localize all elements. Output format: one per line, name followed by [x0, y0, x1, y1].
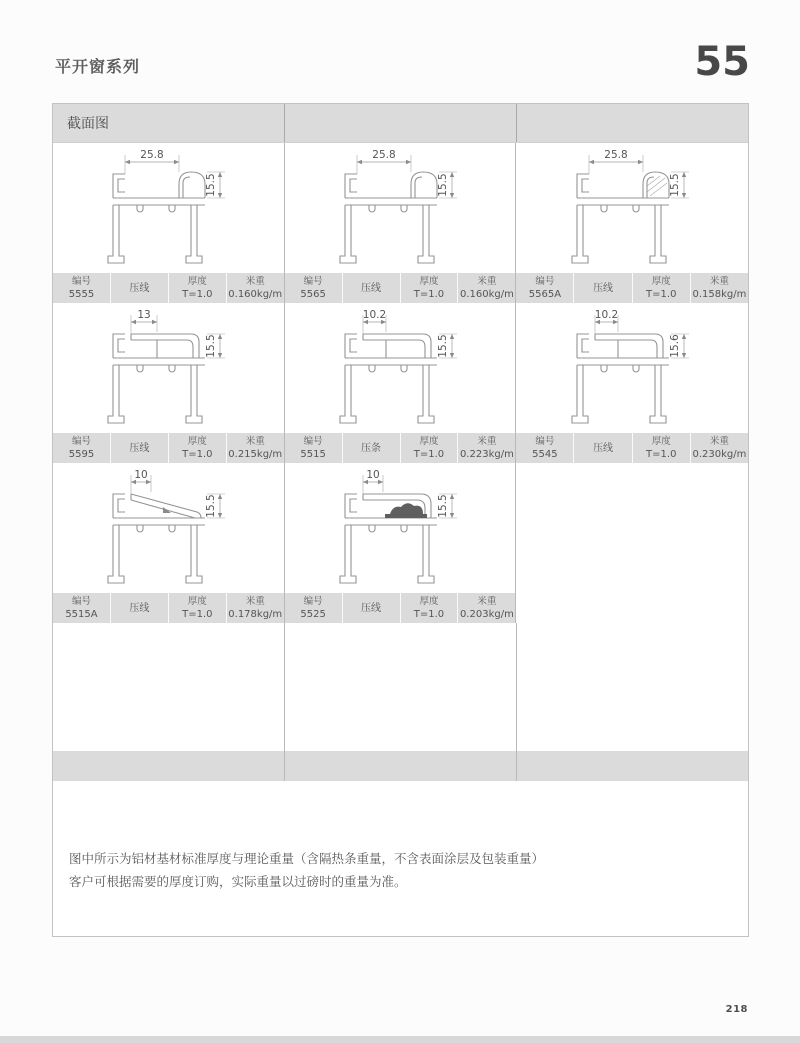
profile-cell — [285, 303, 517, 463]
profile-drawing — [53, 143, 284, 273]
profile-thickness-field — [169, 433, 227, 463]
code-value: 5525 — [300, 609, 326, 620]
thickness-value: T=1.0 — [182, 289, 213, 300]
svg-text:25.8: 25.8 — [140, 149, 165, 161]
thickness-value: T=1.0 — [182, 449, 213, 460]
thickness-value: T=1.0 — [413, 449, 445, 460]
weight-value: 0.160kg/m — [459, 289, 514, 300]
footnote-line-2: 客户可根据需要的厚度订购，实际重量以过磅时的重量为准。 — [69, 874, 407, 889]
type-value: 压线 — [129, 442, 150, 454]
profile-code-field — [516, 433, 574, 463]
code-value: 5545 — [532, 449, 558, 460]
profile-code-field — [53, 273, 111, 303]
profile-cell — [516, 143, 748, 303]
table-header-cell — [53, 104, 285, 142]
profile-drawing — [285, 463, 516, 593]
profile-weight-field — [691, 273, 748, 303]
profile-cell — [53, 463, 285, 623]
svg-text:25.8: 25.8 — [372, 149, 396, 161]
profile-weight-field — [458, 273, 515, 303]
profile-info-bar — [53, 433, 284, 463]
type-value: 压线 — [361, 282, 382, 294]
page-number: 218 — [725, 1004, 748, 1015]
weight-label: 米重 — [245, 596, 265, 607]
svg-text:10.2: 10.2 — [594, 309, 619, 321]
thickness-label: 厚度 — [187, 276, 207, 287]
code-value: 5555 — [68, 289, 95, 300]
thickness-label: 厚度 — [419, 596, 439, 607]
profile-cross-section — [311, 304, 489, 432]
profile-code-field — [285, 273, 343, 303]
profile-weight-field — [458, 593, 515, 623]
profile-code-field — [285, 433, 343, 463]
weight-label: 米重 — [709, 436, 729, 447]
thickness-label: 厚度 — [651, 276, 671, 287]
profile-thickness-field — [169, 273, 227, 303]
profile-drawing — [516, 143, 748, 273]
weight-value: 0.178kg/m — [228, 609, 283, 620]
thickness-value: T=1.0 — [413, 609, 445, 620]
svg-text:10: 10 — [366, 469, 380, 481]
code-label: 编号 — [535, 276, 555, 287]
code-value: 5565 — [300, 289, 326, 300]
profile-cell — [516, 303, 748, 463]
svg-text:15.5: 15.5 — [205, 334, 218, 358]
profile-code-field — [53, 593, 111, 623]
profile-drawing — [53, 303, 284, 433]
code-value: 5595 — [68, 449, 95, 460]
profile-table — [52, 103, 749, 937]
profile-grid — [53, 143, 748, 623]
code-value: 5515A — [65, 609, 98, 620]
svg-text:15.5: 15.5 — [669, 173, 682, 197]
code-label: 编号 — [71, 596, 91, 607]
type-value: 压线 — [129, 602, 150, 614]
profile-cross-section — [79, 144, 257, 272]
svg-text:15.5: 15.5 — [205, 494, 218, 518]
thickness-label: 厚度 — [651, 436, 671, 447]
profile-weight-field — [458, 433, 515, 463]
profile-thickness-field — [401, 433, 459, 463]
table-header-row — [53, 104, 748, 143]
empty-cell — [516, 463, 748, 623]
svg-text:15.5: 15.5 — [205, 173, 218, 197]
profile-weight-field — [691, 433, 748, 463]
empty-info-bar — [285, 751, 516, 781]
profile-type-field — [343, 593, 401, 623]
empty-row — [53, 623, 748, 781]
profile-type-field — [111, 433, 169, 463]
profile-drawing — [516, 303, 748, 433]
profile-type-field — [111, 593, 169, 623]
thickness-value: T=1.0 — [182, 609, 213, 620]
profile-weight-field — [227, 433, 284, 463]
code-label: 编号 — [535, 436, 555, 447]
table-header-cell — [517, 104, 748, 142]
table-header-cell — [285, 104, 517, 142]
svg-text:15.5: 15.5 — [436, 494, 449, 518]
empty-info-bar — [53, 751, 284, 781]
weight-value: 0.215kg/m — [228, 449, 283, 460]
svg-text:15.5: 15.5 — [436, 173, 449, 197]
page-title: 平开窗系列 — [55, 57, 141, 76]
profile-cross-section — [79, 304, 257, 432]
profile-type-field — [574, 273, 632, 303]
profile-type-field — [343, 273, 401, 303]
profile-thickness-field — [169, 593, 227, 623]
profile-drawing — [285, 143, 516, 273]
profile-code-field — [53, 433, 111, 463]
weight-value: 0.158kg/m — [692, 289, 747, 300]
profile-thickness-field — [633, 273, 691, 303]
profile-weight-field — [227, 273, 284, 303]
type-value: 压线 — [593, 282, 614, 294]
type-value: 压条 — [361, 442, 382, 454]
table-header-label: 截面图 — [67, 116, 109, 132]
profile-code-field — [516, 273, 574, 303]
profile-cell — [285, 143, 517, 303]
profile-info-bar — [53, 593, 284, 623]
footnote-line-1: 图中所示为铝材基材标准厚度与理论重量（含隔热条重量，不含表面涂层及包装重量） — [69, 851, 545, 866]
weight-label: 米重 — [245, 276, 265, 287]
code-value: 5515 — [300, 449, 326, 460]
thickness-value: T=1.0 — [646, 449, 677, 460]
profile-type-field — [111, 273, 169, 303]
weight-label: 米重 — [477, 596, 497, 607]
code-value: 5565A — [528, 289, 562, 300]
weight-value: 0.223kg/m — [459, 449, 514, 460]
series-number: 55 — [694, 39, 750, 85]
profile-type-field — [574, 433, 632, 463]
profile-info-bar — [285, 593, 516, 623]
weight-label: 米重 — [245, 436, 265, 447]
thickness-label: 厚度 — [419, 436, 439, 447]
weight-label: 米重 — [477, 436, 497, 447]
svg-text:10: 10 — [134, 469, 149, 481]
profile-cross-section — [543, 304, 721, 432]
code-label: 编号 — [303, 436, 323, 447]
code-label: 编号 — [303, 276, 323, 287]
thickness-label: 厚度 — [419, 276, 439, 287]
profile-info-bar — [516, 433, 748, 463]
thickness-value: T=1.0 — [413, 289, 445, 300]
code-label: 编号 — [303, 596, 323, 607]
svg-text:25.8: 25.8 — [604, 149, 628, 161]
footnote-area — [53, 781, 748, 936]
profile-weight-field — [227, 593, 284, 623]
profile-cross-section — [543, 144, 721, 272]
type-value: 压线 — [129, 282, 150, 294]
thickness-label: 厚度 — [187, 436, 207, 447]
weight-value: 0.203kg/m — [459, 609, 514, 620]
profile-thickness-field — [633, 433, 691, 463]
empty-cell — [53, 623, 285, 781]
weight-value: 0.160kg/m — [228, 289, 283, 300]
svg-text:15.5: 15.5 — [436, 334, 449, 358]
svg-text:13: 13 — [137, 309, 152, 321]
page-bottom-edge — [0, 1036, 800, 1043]
profile-info-bar — [285, 273, 516, 303]
type-value: 压线 — [361, 602, 382, 614]
empty-cell — [285, 623, 517, 781]
empty-cell — [517, 623, 748, 781]
code-label: 编号 — [71, 276, 91, 287]
profile-info-bar — [516, 273, 748, 303]
profile-code-field — [285, 593, 343, 623]
weight-label: 米重 — [477, 276, 497, 287]
svg-text:10.2: 10.2 — [362, 309, 387, 321]
profile-info-bar — [53, 273, 284, 303]
profile-cross-section — [79, 464, 257, 592]
profile-info-bar — [285, 433, 516, 463]
type-value: 压线 — [593, 442, 614, 454]
profile-drawing — [53, 463, 284, 593]
profile-type-field — [343, 433, 401, 463]
profile-thickness-field — [401, 593, 459, 623]
profile-cross-section — [311, 464, 489, 592]
thickness-label: 厚度 — [187, 596, 207, 607]
profile-thickness-field — [401, 273, 459, 303]
profile-drawing — [285, 303, 516, 433]
profile-cell — [53, 143, 285, 303]
profile-cross-section — [311, 144, 489, 272]
empty-info-bar — [517, 751, 748, 781]
weight-value: 0.230kg/m — [692, 449, 747, 460]
profile-cell — [285, 463, 517, 623]
thickness-value: T=1.0 — [646, 289, 677, 300]
svg-text:15.6: 15.6 — [669, 334, 682, 358]
code-label: 编号 — [71, 436, 91, 447]
weight-label: 米重 — [709, 276, 729, 287]
profile-cell — [53, 303, 285, 463]
